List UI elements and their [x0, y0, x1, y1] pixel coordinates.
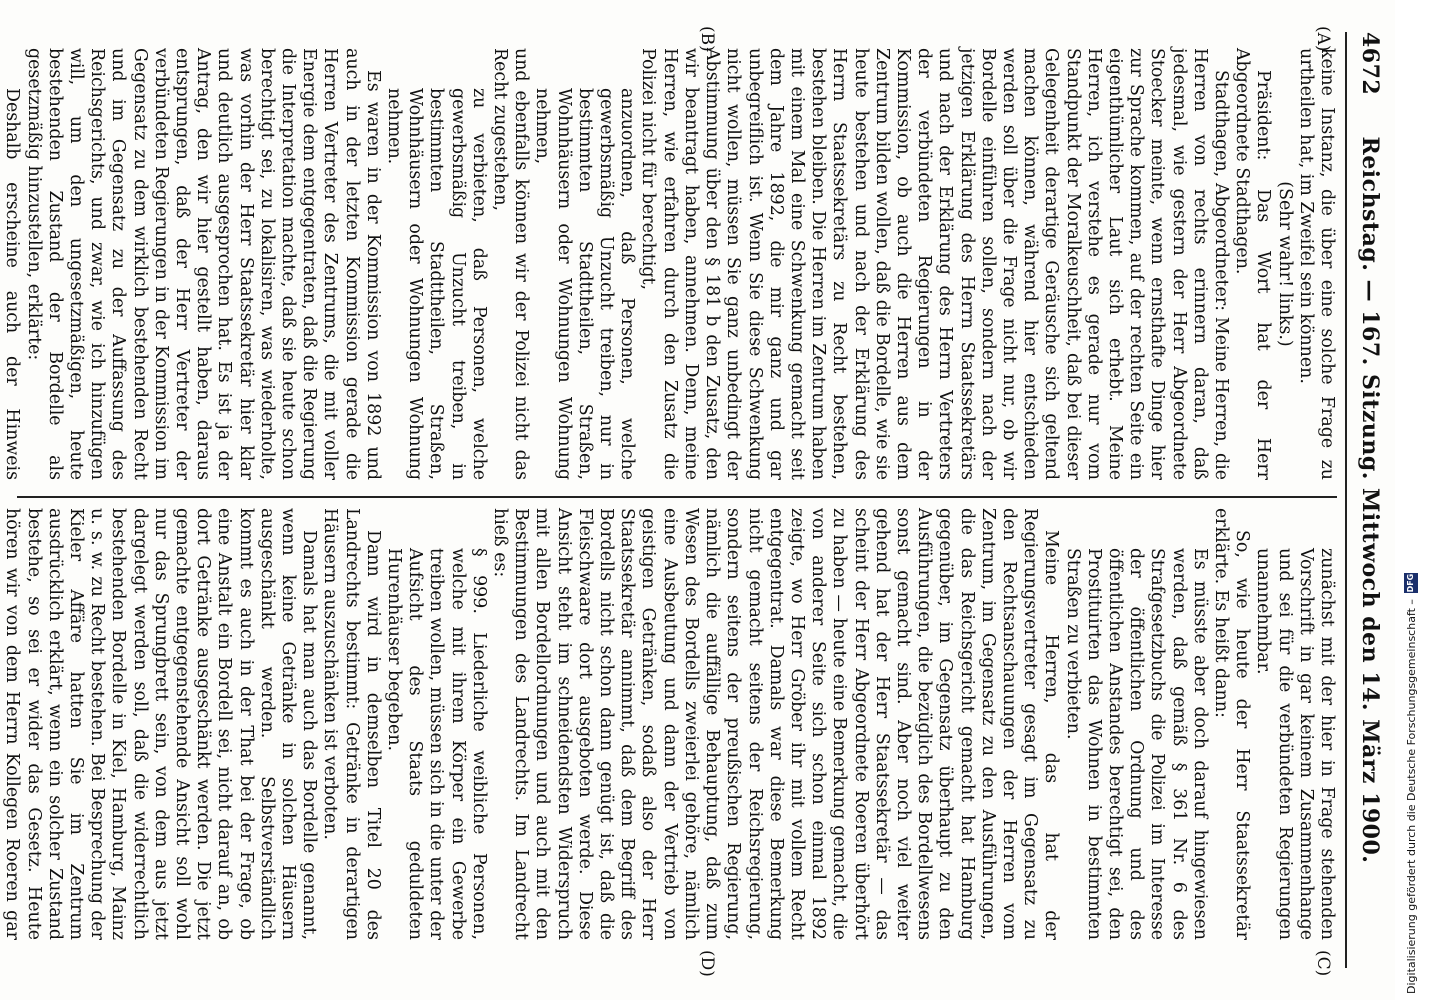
paragraph: Es waren in der Kommission von 1892 und auch in der letzten Kommission gerade die Herren Vertreter des Zentrums, die mit voller Energie dem entgegentraten, daß die Regierung die Interpretation machte, daß sie heute schon berechtigt sei, zu lokalisiren, was wiederholte, was vorhin der Herr Staatssekretär hier klar und deutlich ausgesprochen hat. Es ist ja der Antrag, den wir hier gestellt haben, daraus entsprungen, daß der Herr Vertreter der verbündeten Regierungen in der Kommission im Gegensatz zu dem wirklich bestehenden Recht und im Gegensatz zu der Auffassung des Reichsgerichts, und zwar, wie ich hinzufügen will, um den ungesetzmäßigen, heute bestehenden Zustand der Bordelle als gesetzmäßig hinzustellen, erklärte:	[23, 48, 383, 480]
paragraph: keine Instanz, die über eine solche Frage zu urtheilen hat, im Zweifel sein können.	[1295, 48, 1337, 480]
interjection: (Sehr wahr! links.)	[1274, 181, 1295, 347]
margin-marker-b: (B)	[697, 26, 717, 52]
quote: Es müsste aber doch darauf hingewiesen werden, daß gemäß § 361 Nr. 6 des Strafgesetzbuchs die Polizei im Interesse der öffentlichen Ordnung und des öffentlichen Anstandes berechtigt sei, den Prostituirten das Wohnen in bestimmten Straßen zu verbieten.	[1062, 548, 1210, 940]
quote: anzuordnen, daß Personen, welche gewerbsmäßig Unzucht treiben, nur in bestimmten Stadttheilen, Straßen, Wohnhäusern oder Wohnungen Wohnung nehmen,	[532, 88, 638, 480]
quote: zu verbieten, daß Personen, welche gewerbsmäßig Unzucht treiben, in bestimmten Stadttheilen, Straßen, Wohnhäusern oder Wohnungen Wohnung nehmen.	[384, 88, 489, 480]
quote: zunächst mit der hier in Frage stehenden Vorschrift in gar keinem Zusammenhange und sei für die verbündeten Regierungen unannehmbar.	[1253, 548, 1337, 940]
running-title: Reichstag. — 167. Sitzung. Mittwoch den 14. März 1900.	[1357, 136, 1383, 864]
header-rule	[1345, 32, 1347, 968]
paragraph: Stadthagen, Abgeordneter: Meine Herren, die Herren von rechts erinnern daran, daß jedesmal, wie gestern der Herr Abgeordnete Stoecker meinte, wenn ernsthafte Dinge hier zur Sprache kommen, auf der rechten Seite ein eigenthümlicher Laut sich erhebt. Meine Herren, ich verstehe es gerade nur vom Standpunkt der Moralkeuschheit, daß bei dieser Gelegenheit derartige Geräusche sich geltend machen können, während hier entschieden werden soll über die Frage nicht nur, ob wir Bordelle einführen sollen, sondern nach der jetzigen Erklärung des Herrn Staatssekretärs und nach der Erklärung des Herrn Vertreters der verbündeten Regierungen in der Kommission, ob auch die Herren aus dem Zentrum bilden wollen, daß die Bordelle, wie sie heute bestehen und nach der Erklärung des Herrn Staatssekretärs zu Recht bestehen, bestehen bleiben. Die Herren im Zentrum haben mit einem Mal eine Schwenkung gemacht seit dem Jahre 1892, die mir ganz und gar unbegreiflich ist. Wenn Sie diese Schwenkung nicht wollen, müssen Sie ganz unbedingt der Abstimmung über den § 181 b den Zusatz, den wir beantragt haben, annehmen. Denn, meine Herren, wie erfahren durch den Zusatz die Polizei nicht für berechtigt,	[638, 48, 1231, 480]
quote: Deshalb erscheine auch der Hinweis	[2, 88, 23, 480]
column-divider	[17, 496, 1337, 498]
paragraph: So, wie heute der Herr Staatssekretär erklärte. Es heißt dann:	[1210, 508, 1253, 940]
footer-text: Digitalisierung gefördert durch die Deutsche Forschungsgemeinschaft –	[1404, 599, 1418, 994]
page-header	[1349, 32, 1383, 968]
paragraph: Damals hat man auch das Bordelle genannt, wenn keine Getränke in solchen Häusern ausgeschänkt werden. Selbstverständlich kommt es auch in der That bei der Frage, ob eine Anstalt ein Bordell sei, nicht darauf an, ob dort Getränke ausgeschänkt werden. Die jetzt gemachte entgegenstehende Ansicht soll wohl nur das Sprungbrett sein, von dem aus jetzt dargelegt werden soll, daß die widerrechtlich bestehenden Bordelle in Kiel, Hamburg, Mainz u. s. w. zu Recht bestehen. Bei Besprechung der Kieler Affäre hatten Sie im Zentrum ausdrücklich erklärt, wenn ein solcher Zustand bestehe, so sei er wider das Gesetz. Heute hören wir von dem Herrn Kollegen Roeren gar	[2, 508, 320, 940]
paragraph: Meine Herren, das hat der Regierungsvertreter gesagt im Gegensatz zu den Rechtsanschauungen der Herren vom Zentrum, im Gegensatz zu den Ausführungen, die das Reichsgericht gemacht hat Hamburg gegenüber, im Gegensatz überhaupt zu den Ausführungen, die bezüglich des Bordellwesens sonst gemacht sind. Aber noch viel weiter gehend hat der Herr Staatssekretär — das scheint der Herr Abgeordnete Roeren überhört zu haben — heute eine Bemerkung gemacht, die von anderer Seite sich schon einmal 1892 zeigte, wo Herr Gröber ihr mit vollem Recht entgegentrat. Damals war diese Bemerkung nicht gemacht seitens der Reichsregierung, sondern seitens der preußischen Regierung, nämlich die auffällige Behauptung, daß zum Wesen des Bordells zweierlei gehöre, nämlich eine Ausbeutung und dann der Vertrieb von geistigen Getränken, sodaß also der Herr Staatssekretär annimmt, daß dem Begriff des Bordells nicht schon dann genügt ist, daß die Fleischwaare dort ausgeboten werde. Diese Ansicht steht im schneidendsten Widerspruch mit allen Bordellordnungen und auch mit den Bestimmungen des Landrechts. Im Landrecht hieß es:	[490, 508, 1062, 940]
paragraph: Dann wird in demselben Titel 20 des Landrechts bestimmt: Getränke in derartigen Häusern auszuschänken ist verboten.	[320, 508, 383, 940]
margin-marker-d: (D)	[697, 950, 717, 977]
page-number: 4672	[1357, 32, 1383, 96]
left-column	[2, 48, 1337, 480]
digitization-footer	[1404, 573, 1418, 994]
paragraph: und ebenfalls können wir der Polizei nicht das Recht zugestehen,	[490, 48, 532, 480]
margin-marker-a: (A)	[1313, 26, 1333, 52]
margin-marker-c: (C)	[1313, 950, 1333, 977]
right-column	[2, 508, 1337, 940]
quote: § 999. Liederliche weibliche Personen, welche mit ihrem Körper ein Gewerbe treiben wollen, müssen sich in die unter der Aufsicht des Staats geduldeten Hurenhäuser begeben.	[384, 548, 489, 940]
paragraph: Präsident: Das Wort hat der Herr Abgeordnete Stadthagen.	[1232, 48, 1274, 480]
dfg-logo-icon: DFG	[1404, 573, 1418, 593]
